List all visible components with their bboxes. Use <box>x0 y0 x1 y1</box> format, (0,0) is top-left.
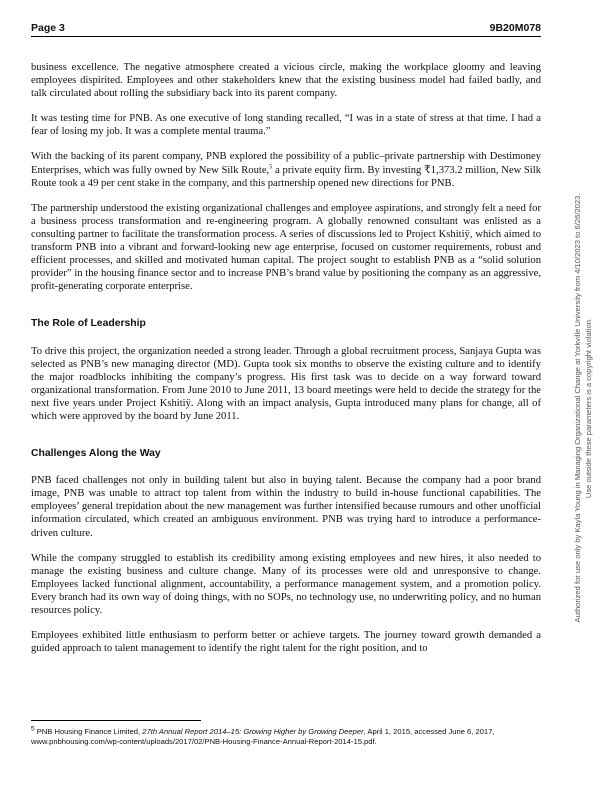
paragraph: The partnership understood the existing organizational challenges and employee aspirations, and strongly felt a need for a business process transformation and re-engineering program. A globally renowned consultant was enlisted as a consulting partner to facilitate the transformation process. A series of discussions led to Project Kshitiÿ, which aimed to transform PNB into a vibrant and forward-looking new age enterprise, focused on customer requirements, robust and efficient processes, and skilled and motivated human capital. The project sought to establish PNB as a “solid solution provider” in the housing finance sector and to increase PNB’s brand value by positioning the company as an aggressive, profit-generating corporate enterprise. <box>31 202 541 293</box>
paragraph: Employees exhibited little enthusiasm to perform better or achieve targets. The journey toward growth demanded a guided approach to talent management to identify the right talent for the right position, and to <box>31 630 541 655</box>
section-heading-leadership: The Role of Leadership <box>31 318 146 330</box>
paragraph: It was testing time for PNB. As one executive of long standing recalled, “I was in a state of stress at that time. I had a fear of losing my job. It was a complete mental trauma.” <box>31 113 541 138</box>
footnote-text: PNB Housing Finance Limited, <box>34 727 143 736</box>
copyright-notice <box>567 153 599 663</box>
section-heading-challenges: Challenges Along the Way <box>31 448 161 460</box>
case-code: 9B20M078 <box>489 22 541 34</box>
footnote-reference: 5 <box>269 163 273 171</box>
paragraph: business excellence. The negative atmosphere created a vicious circle, making the workplace gloomy and leaving employees dispirited. Employees and other stakeholders knew that the existing business model had failed badly, and talk circulated about rolling the subsidiary back into its parent company. <box>31 62 541 100</box>
footnote-source-title: 27th Annual Report 2014–15: Growing Higher by Growing Deeper <box>142 727 364 736</box>
footnote-number: 5 <box>31 725 35 733</box>
copyright-line: Use outside these parameters is a copyright violation. <box>584 317 593 499</box>
document-page <box>31 0 541 788</box>
paragraph <box>31 150 541 189</box>
copyright-notice-text <box>572 153 594 663</box>
footnote-divider <box>31 720 201 721</box>
paragraph: PNB faced challenges not only in building talent but also in buying talent. Because the company had a poor brand image, PNB was unable to attract top talent from within the industry to build in-house functional capabilities. The employees’ general trepidation about the new management was further intensified because rumours and other unofficial information circulated, which created an ambiguous environment. PNB was trying hard to introduce a performance-driven culture. <box>31 475 541 539</box>
header-divider <box>31 36 541 37</box>
footnote-text: , April 1, 2015, accessed June 6, 2017, www.pnbhousing.com/wp-content/uploads/2017/02/PNB-Housing-Finance-Annual-Report-2014-15.pdf. <box>31 727 495 747</box>
copyright-line: Authorized for use only by Kayla Young in Managing Organizational Change at Yorkville University from 4/10/2023 to 6/26/2023. <box>573 193 582 623</box>
page-number: Page 3 <box>31 22 65 34</box>
paragraph: To drive this project, the organization needed a strong leader. Through a global recruitment process, Sanjaya Gupta was selected as PNB’s new managing director (MD). Gupta took six months to observe the existing culture and to identify the major roadblocks inhibiting the company’s progress. His first task was to decide on a way forward toward organizational transformation. From June 2010 to June 2011, 13 board meetings were held to decide the strategy for the next five years under Project Kshitiÿ. Along with an impact analysis, Gupta introduced many plans for change, all of which were approved by the board by June 2011. <box>31 345 541 422</box>
footnote <box>31 727 541 747</box>
paragraph-text: With the backing of its parent company, PNB explored the possibility of a public–private partnership with Destimoney Enterprises, which was fully owned by New Silk Route, <box>31 151 541 176</box>
paragraph-text: a private equity firm. By investing ₹1,373.2 million, New Silk Route took a 49 per cent stake in the company, and this partnership opened new directions for PNB. <box>31 164 541 189</box>
document-body <box>31 61 541 667</box>
paragraph: While the company struggled to establish its credibility among existing employees and new hires, it also needed to manage the existing business and culture change. Many of its processes were old and unresponsive to change. Employees lacked functional alignment, accountability, a performance management system, and a promotion policy. Every branch had its own way of doing things, with no SOPs, no technology use, no underwriting policy, and no human resources policy. <box>31 552 541 616</box>
